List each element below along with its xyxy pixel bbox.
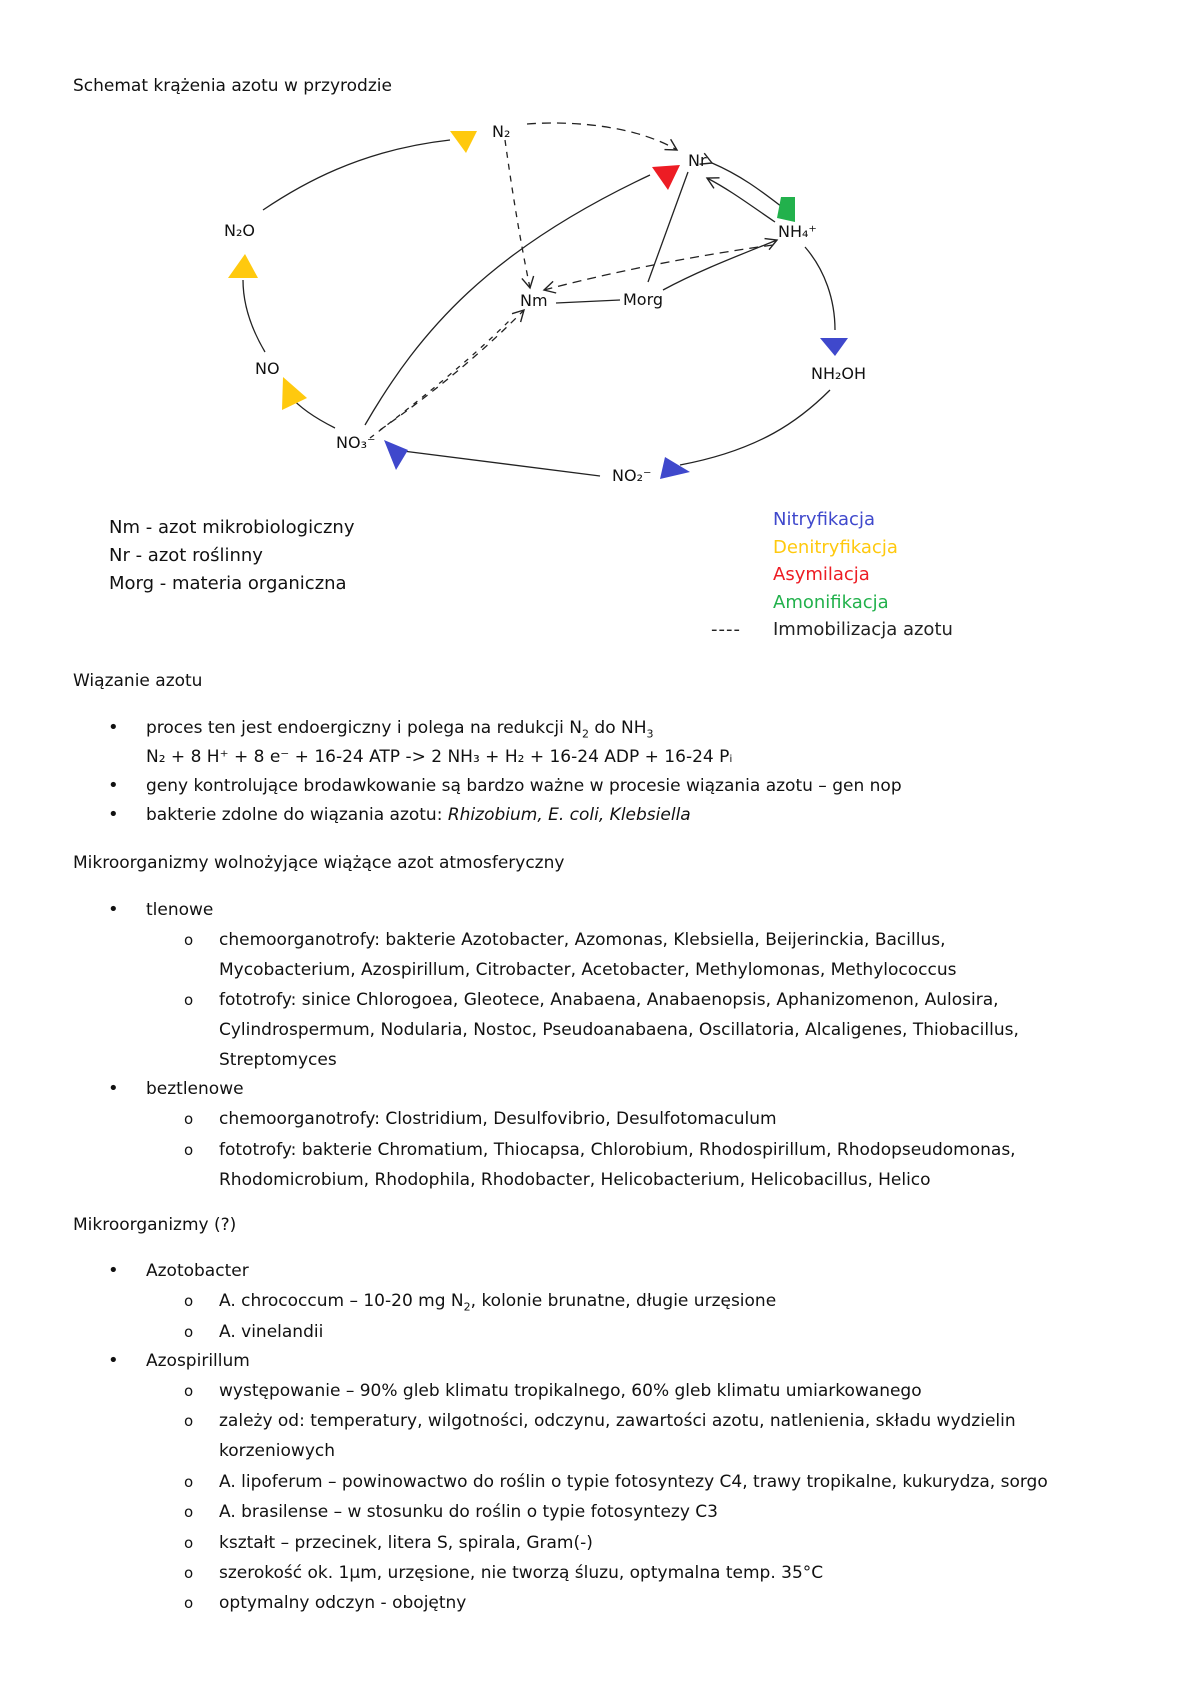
dash-no3-nm-2 <box>370 320 510 438</box>
azospirillum-item-2-line2: korzeniowych <box>219 1441 335 1461</box>
edge-morg-nm <box>556 300 620 303</box>
wiazanie-item-3: bakterie zdolne do wiązania azotu: Rhizobium, E. coli, Klebsiella <box>146 805 691 825</box>
legend-amonifikacja: Amonifikacja <box>773 591 889 613</box>
edge-nh4-nh2oh <box>805 247 835 330</box>
beztlenowe-foto-line2: Rhodomicrobium, Rhodophila, Rhodobacter, Helicobacterium, Helicobacillus, Helico <box>219 1170 931 1190</box>
tlenowe-foto-line1: fototrofy: sinice Chlorogoea, Gleotece, Anabaena, Anabaenopsis, Aphanizomenon, Aulosira, <box>219 990 999 1010</box>
arrow-nitryfikacja-no3 <box>384 440 408 470</box>
sub-bullet-icon: o <box>184 1141 194 1159</box>
legend-nm: Nm - azot mikrobiologiczny <box>109 517 355 538</box>
node-nh4: NH₄⁺ <box>778 222 817 241</box>
dash-n2-nm <box>505 140 530 288</box>
dash-no3-nm <box>380 310 524 430</box>
legend-morg: Morg - materia organiczna <box>109 573 347 594</box>
node-nm: Nm <box>520 291 548 310</box>
azospirillum-item-5: kształt – przecinek, litera S, spirala, Gram(-) <box>219 1533 593 1553</box>
node-nr: Nr <box>688 151 707 170</box>
sub-bullet-icon: o <box>184 1564 194 1582</box>
bullet-icon: • <box>108 775 119 796</box>
azospirillum-item-3: A. lipoferum – powinowactwo do roślin o typie fotosyntezy C4, trawy tropikalne, kukurydza, sorgo <box>219 1472 1048 1492</box>
heading-wolnozyjace: Mikroorganizmy wolnożyjące wiążące azot atmosferyczny <box>73 853 565 873</box>
sub-bullet-icon: o <box>184 1110 194 1128</box>
azospirillum-item-6: szerokość ok. 1µm, urzęsione, nie tworzą śluzu, optymalna temp. 35°C <box>219 1563 824 1583</box>
sub-bullet-icon: o <box>184 1594 194 1612</box>
beztlenowe-chemo: chemoorganotrofy: Clostridium, Desulfovibrio, Desulfotomaculum <box>219 1109 777 1129</box>
legend-nr: Nr - azot roślinny <box>109 545 263 566</box>
bullet-icon: • <box>108 1078 119 1099</box>
legend-immobilizacja: ---- Immobilizacja azotu <box>773 616 953 644</box>
azotobacter-item-2: A. vinelandii <box>219 1322 324 1342</box>
legend-denitryfikacja: Denitryfikacja <box>773 536 898 558</box>
legend-nitryfikacja: Nitryfikacja <box>773 509 875 530</box>
edge-n2o-n2 <box>263 140 450 210</box>
wiazanie-item-1: proces ten jest endoergiczny i polega na redukcji $N_2$ do $NH_3$ <box>146 718 654 741</box>
tlenowe-chemo-line1: chemoorganotrofy: bakterie Azotobacter, Azomonas, Klebsiella, Beijerinckia, Bacillus, <box>219 930 946 950</box>
azospirillum-item-7: optymalny odczyn - obojętny <box>219 1593 467 1613</box>
item-azotobacter: Azotobacter <box>146 1261 249 1281</box>
azospirillum-item-4: A. brasilense – w stosunku do roślin o typie fotosyntezy C3 <box>219 1502 718 1522</box>
bullet-icon: • <box>108 899 119 920</box>
process-legend <box>711 506 953 644</box>
sub-bullet-icon: o <box>184 1503 194 1521</box>
dash-n2-nr <box>527 123 677 150</box>
sub-bullet-icon: o <box>184 1473 194 1491</box>
bullet-icon: • <box>108 804 119 825</box>
heading-wiazanie: Wiązanie azotu <box>73 671 203 691</box>
arrow-denitryfikacja-no <box>282 377 307 410</box>
wiazanie-item-2: geny kontrolujące brodawkowanie są bardzo ważne w procesie wiązania azotu – gen nop <box>146 776 902 796</box>
beztlenowe-foto-line1: fototrofy: bakterie Chromatium, Thiocapsa, Chlorobium, Rhodospirillum, Rhodopseudomonas, <box>219 1140 1016 1160</box>
sub-bullet-icon: o <box>184 1323 194 1341</box>
edge-no-n2o <box>243 280 265 352</box>
sub-bullet-icon: o <box>184 1292 194 1310</box>
item-azospirillum: Azospirillum <box>146 1351 250 1371</box>
dash-line-icon: ---- <box>711 619 741 640</box>
tlenowe-chemo-line2: Mycobacterium, Azospirillum, Citrobacter, Acetobacter, Methylomonas, Methylococcus <box>219 960 957 980</box>
arrow-nitryfikacja-no2 <box>660 457 690 479</box>
azospirillum-item-2-line1: zależy od: temperatury, wilgotności, odczynu, zawartości azotu, natlenienia, składu wydzielin <box>219 1411 1016 1431</box>
node-morg: Morg <box>623 290 664 309</box>
arrow-nitryfikacja-nh2oh <box>820 338 848 356</box>
arrow-denitryfikacja-n2 <box>450 131 477 153</box>
edge-nh4-nr <box>707 178 775 222</box>
node-n2: N₂ <box>492 122 511 141</box>
sub-bullet-icon: o <box>184 1382 194 1400</box>
sub-bullet-icon: o <box>184 991 194 1009</box>
edge-nh2oh-no2 <box>680 390 830 465</box>
reaction-equation: N₂ + 8 H⁺ + 8 e⁻ + 16-24 ATP -> 2 NH₃ + H₂ + 16-24 ADP + 16-24 Pᵢ <box>146 747 733 767</box>
azospirillum-item-1: występowanie – 90% gleb klimatu tropikalnego, 60% gleb klimatu umiarkowanego <box>219 1381 922 1401</box>
azotobacter-item-1: A. chrococcum – 10-20 mg $N_2$, kolonie brunatne, długie urzęsione <box>219 1291 777 1314</box>
edge-nr-nh4 <box>712 163 782 207</box>
arrow-asymilacja-nr <box>652 165 680 190</box>
tlenowe-foto-line2: Cylindrospermum, Nodularia, Nostoc, Pseudoanabaena, Oscillatoria, Alcaligenes, Thiobacillus, <box>219 1020 1019 1040</box>
sub-bullet-icon: o <box>184 1534 194 1552</box>
sub-bullet-icon: o <box>184 1412 194 1430</box>
bullet-icon: • <box>108 1260 119 1281</box>
tlenowe-foto-line3: Streptomyces <box>219 1050 337 1070</box>
sub-bullet-icon: o <box>184 931 194 949</box>
abbreviation-legend <box>109 514 354 598</box>
page-title: Schemat krążenia azotu w przyrodzie <box>73 76 392 96</box>
node-n2o: N₂O <box>224 221 255 240</box>
node-no2: NO₂⁻ <box>612 466 652 485</box>
node-nh2oh: NH₂OH <box>811 364 867 383</box>
bullet-icon: • <box>108 1350 119 1371</box>
item-beztlenowe: beztlenowe <box>146 1079 244 1099</box>
bullet-icon: • <box>108 717 119 738</box>
edge-no2-no3 <box>395 450 600 476</box>
arrow-amonifikacja-nh4 <box>777 197 795 222</box>
node-no: NO <box>255 359 280 378</box>
node-no3: NO₃⁻ <box>336 433 376 452</box>
edge-nm-nh4 <box>663 240 777 290</box>
arrow-denitryfikacja-n2o <box>228 254 258 278</box>
item-tlenowe: tlenowe <box>146 900 214 920</box>
heading-mikro: Mikroorganizmy (?) <box>73 1215 237 1235</box>
legend-asymilacja: Asymilacja <box>773 564 870 585</box>
